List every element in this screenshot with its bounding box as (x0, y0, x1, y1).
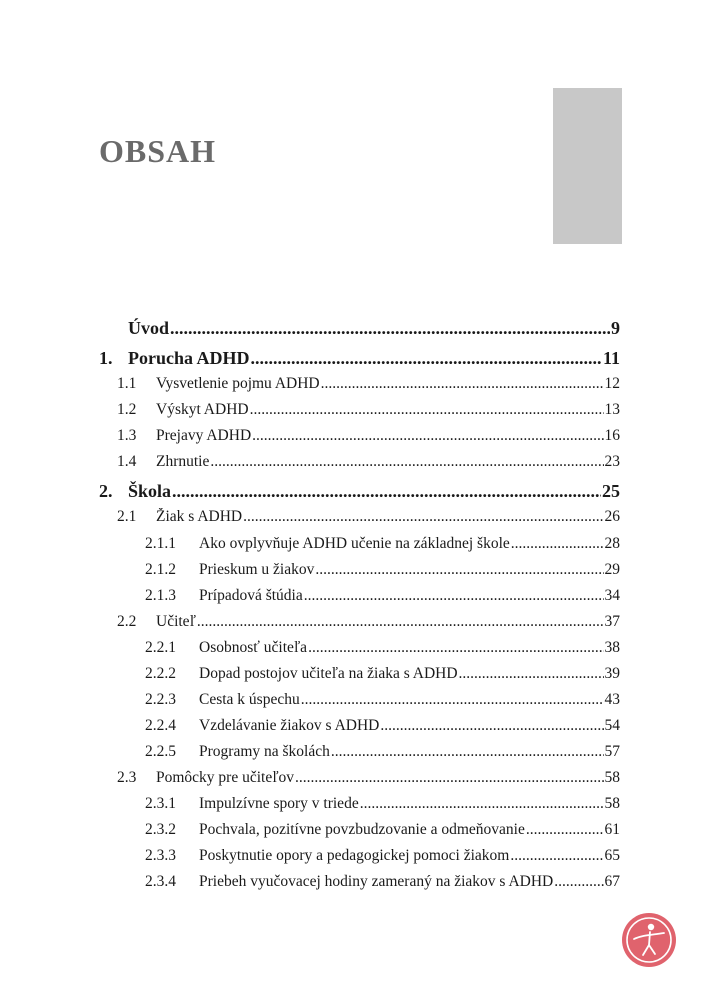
toc-leader (380, 717, 603, 735)
toc-leader (321, 375, 604, 393)
toc-entry-2-1-3[interactable] (145, 587, 620, 605)
toc-label: Vzdelávanie žiakov s ADHD (199, 717, 380, 734)
toc-leader (331, 743, 604, 761)
toc-page: 61 (604, 821, 620, 838)
toc-page: 58 (604, 795, 620, 812)
toc-label: Priebeh vyučovacej hodiny zameraný na žiakov s ADHD (199, 873, 554, 890)
toc-number: 2.3.3 (145, 847, 176, 864)
toc-number: 2.2 (117, 613, 137, 630)
toc-number: 2. (99, 481, 113, 501)
toc-label: Zhrnutie (156, 453, 210, 470)
toc-leader (243, 508, 603, 526)
toc-page: 29 (604, 561, 620, 578)
toc-label: Žiak s ADHD (156, 508, 243, 525)
toc-entry-2-2[interactable] (117, 613, 620, 631)
toc-entry-2-2-4[interactable] (145, 717, 620, 735)
toc-entry-2-3-3[interactable] (145, 847, 620, 865)
toc-label: Výskyt ADHD (156, 401, 249, 418)
toc-number: 2.2.2 (145, 665, 176, 682)
toc-number: 2.1.3 (145, 587, 176, 604)
toc-entry-2-1-1[interactable] (145, 535, 620, 553)
toc-label: Programy na školách (199, 743, 330, 760)
toc-entry-2-3-2[interactable] (145, 821, 620, 839)
toc-leader (250, 401, 604, 419)
toc-leader (308, 639, 603, 657)
toc-label: Dopad postojov učiteľa na žiaka s ADHD (199, 665, 458, 682)
toc-leader (172, 481, 601, 502)
toc-page: 65 (604, 847, 620, 864)
toc-label: Osobnosť učiteľa (199, 639, 308, 656)
toc-number: 2.2.5 (145, 743, 176, 760)
toc-number: 2.2.3 (145, 691, 176, 708)
toc-leader (360, 795, 604, 813)
toc-leader (459, 665, 604, 683)
toc-number: 2.3 (117, 769, 137, 786)
toc-leader (295, 769, 603, 787)
toc-entry-1-2[interactable] (117, 401, 620, 419)
toc-number: 1. (99, 348, 113, 368)
page-title: OBSAH (99, 133, 217, 169)
toc-page: 13 (604, 401, 620, 418)
toc-leader (526, 821, 604, 839)
toc-page: 38 (604, 639, 620, 656)
toc-leader (301, 691, 604, 709)
toc-number: 2.1.2 (145, 561, 176, 578)
toc-entry-2-2-5[interactable] (145, 743, 620, 761)
toc-number: 1.2 (117, 401, 137, 418)
toc-number: 2.3.4 (145, 873, 176, 890)
toc-page: 12 (604, 375, 620, 392)
toc-label: Pomôcky pre učiteľov (156, 769, 295, 786)
toc-number: 1.4 (117, 453, 137, 470)
toc-label: Úvod (128, 318, 170, 338)
toc-page: 26 (604, 508, 620, 525)
toc-number: 2.1.1 (145, 535, 176, 552)
toc-page: 16 (604, 427, 620, 444)
toc-page: 54 (604, 717, 620, 734)
toc-page: 25 (602, 481, 620, 501)
toc-page: 11 (602, 348, 620, 368)
toc-label: Pochvala, pozitívne povzbudzovanie a odmeňovanie (199, 821, 525, 838)
toc-entry-intro[interactable] (128, 318, 620, 339)
toc-leader (210, 453, 603, 471)
toc-leader (197, 613, 604, 631)
toc-entry-2-2-3[interactable] (145, 691, 620, 709)
toc-entry-2-3[interactable] (117, 769, 620, 787)
toc-entry-chapter-2[interactable] (99, 481, 620, 502)
toc-entry-chapter-1[interactable] (99, 348, 620, 369)
toc-entry-2-3-1[interactable] (145, 795, 620, 813)
toc-leader (510, 847, 603, 865)
toc-entry-1-4[interactable] (117, 453, 620, 471)
toc-label: Cesta k úspechu (199, 691, 300, 708)
toc-label: Ako ovplyvňuje ADHD učenie na základnej škole (199, 535, 510, 552)
toc-page: 37 (604, 613, 620, 630)
toc-leader (252, 427, 603, 445)
toc-label: Vysvetlenie pojmu ADHD (156, 375, 320, 392)
toc-page: 28 (604, 535, 620, 552)
toc-leader (315, 561, 603, 579)
toc-page: 34 (604, 587, 620, 604)
toc-number: 2.2.4 (145, 717, 176, 734)
toc-label: Škola (128, 481, 172, 501)
toc-page: 9 (611, 318, 620, 338)
toc-page: 43 (604, 691, 620, 708)
toc-entry-1-1[interactable] (117, 375, 620, 393)
toc-number: 1.3 (117, 427, 137, 444)
toc-leader (170, 318, 610, 339)
toc-leader (511, 535, 604, 553)
toc-number: 2.2.1 (145, 639, 176, 656)
toc-label: Prejavy ADHD (156, 427, 252, 444)
toc-page: 58 (604, 769, 620, 786)
toc-leader (304, 587, 604, 605)
toc-entry-2-1-2[interactable] (145, 561, 620, 579)
toc-page: 23 (604, 453, 620, 470)
toc-number: 2.1 (117, 508, 137, 525)
toc-entry-2-2-2[interactable] (145, 665, 620, 683)
toc-page: 67 (604, 873, 620, 890)
toc-number: 2.3.1 (145, 795, 176, 812)
toc-label: Impulzívne spory v triede (199, 795, 359, 812)
toc-leader (554, 873, 603, 891)
figure-logo-icon (622, 913, 676, 967)
toc-leader (251, 348, 602, 369)
toc-entry-2-3-4[interactable] (145, 873, 620, 891)
toc-number: 2.3.2 (145, 821, 176, 838)
toc-label: Poskytnutie opory a pedagogickej pomoci žiakom (199, 847, 510, 864)
toc-entry-1-3[interactable] (117, 427, 620, 445)
toc-page: 57 (604, 743, 620, 760)
toc-page: 39 (604, 665, 620, 682)
toc-entry-2-2-1[interactable] (145, 639, 620, 657)
toc-label: Prieskum u žiakov (199, 561, 315, 578)
toc-label: Prípadová štúdia (199, 587, 303, 604)
toc-entry-2-1[interactable] (117, 508, 620, 526)
toc-label: Učiteľ (156, 613, 196, 630)
toc-number: 1.1 (117, 375, 137, 392)
toc-label: Porucha ADHD (128, 348, 250, 368)
